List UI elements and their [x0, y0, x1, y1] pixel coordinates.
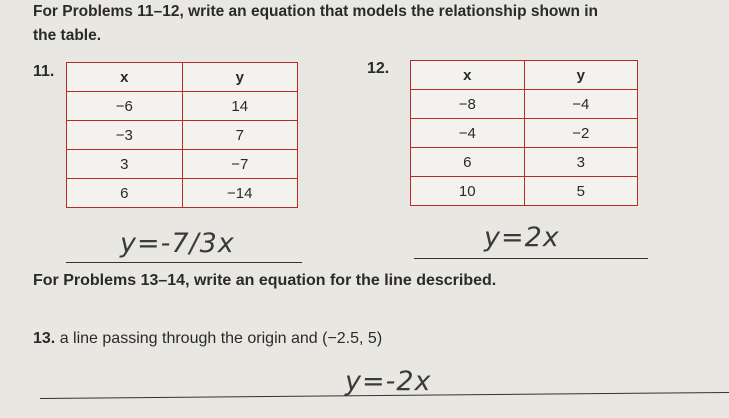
instructions-13-14: For Problems 13–14, write an equation for the line described. [33, 272, 497, 289]
table-row [411, 148, 638, 177]
answer-12-handwriting: y=2x [484, 222, 560, 253]
cell-x: 6 [67, 179, 183, 208]
table-row [67, 92, 298, 121]
table-row [67, 150, 298, 179]
table-row [411, 90, 638, 119]
cell-x: −6 [67, 92, 183, 121]
problem-12-table [410, 60, 638, 206]
problem-11-number: 11. [33, 63, 55, 80]
cell-y: 7 [182, 121, 298, 150]
cell-y: −7 [182, 150, 298, 179]
answer-12-line [414, 258, 648, 259]
instructions-line-2: the table. [33, 27, 102, 44]
cell-x: −8 [411, 90, 525, 119]
answer-11-line [66, 262, 302, 263]
cell-x: 10 [411, 177, 525, 206]
cell-x: 6 [411, 148, 525, 177]
cell-x: −3 [67, 121, 183, 150]
cell-y: 3 [524, 148, 638, 177]
cell-x: 3 [67, 150, 183, 179]
column-header-x: x [411, 61, 525, 90]
table-row [67, 121, 298, 150]
answer-13-handwriting: y=-2x [345, 366, 432, 397]
instructions-11-12 [33, 0, 713, 48]
table-row [411, 177, 638, 206]
cell-y: −2 [524, 119, 638, 148]
cell-y: −4 [524, 90, 638, 119]
cell-y: 5 [524, 177, 638, 206]
cell-y: 14 [182, 92, 298, 121]
answer-11-handwriting: y=-7/3x [120, 228, 235, 259]
problem-12-number: 12. [367, 60, 390, 77]
problem-13-number: 13. [33, 330, 56, 347]
problem-13-text: a line passing through the origin and (−2.5, 5) [59, 330, 383, 347]
table-header-row [67, 63, 298, 92]
instructions-line-1: For Problems 11–12, write an equation that models the relationship shown in [33, 3, 599, 20]
problem-13 [33, 330, 382, 348]
column-header-y: y [182, 63, 298, 92]
table-row [67, 179, 298, 208]
problem-11-table [66, 62, 298, 208]
column-header-x: x [67, 63, 183, 92]
cell-x: −4 [411, 119, 525, 148]
column-header-y: y [524, 61, 638, 90]
table-row [411, 119, 638, 148]
table-header-row [411, 61, 638, 90]
cell-y: −14 [182, 179, 298, 208]
